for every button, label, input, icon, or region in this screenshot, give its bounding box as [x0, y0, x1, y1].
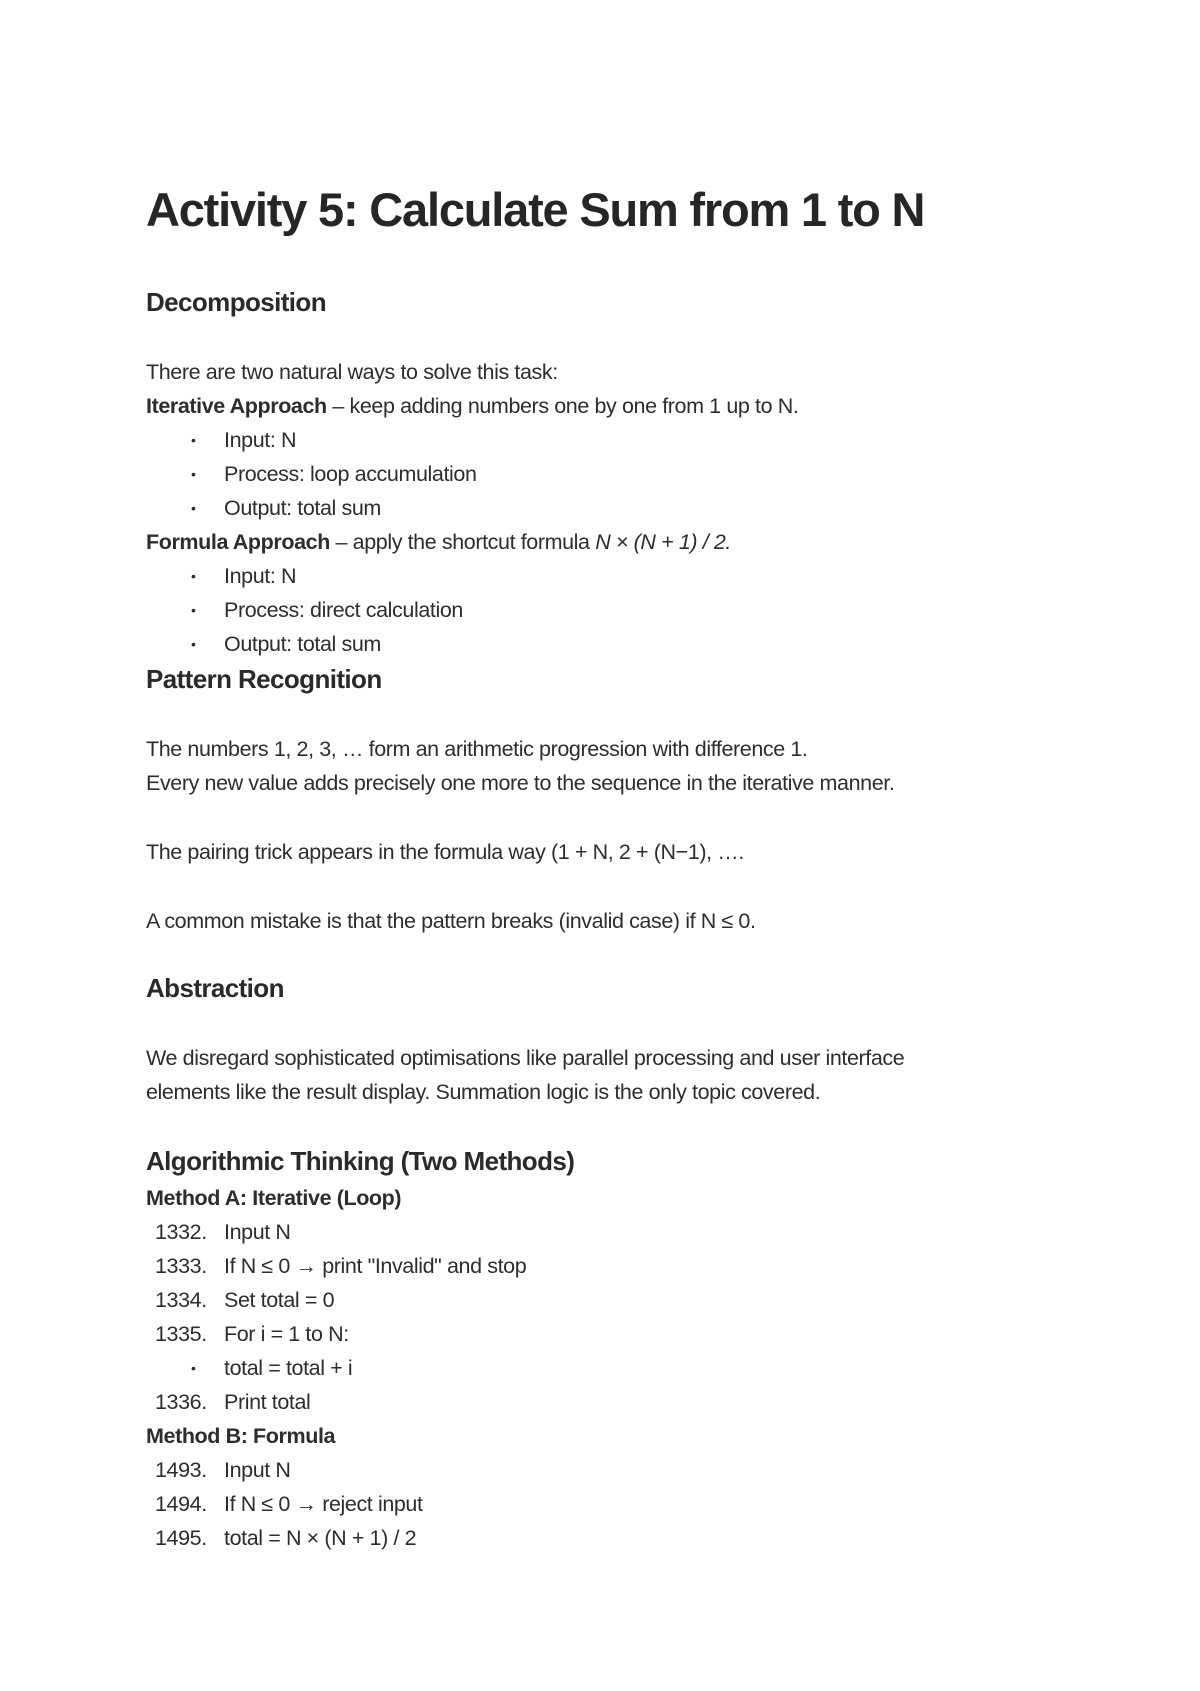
- abstraction-heading: Abstraction: [146, 973, 284, 1003]
- pattern-line: A common mistake is that the pattern breaks (invalid case) if N ≤ 0.: [146, 909, 756, 933]
- method-b-label: Method B: Formula: [146, 1424, 336, 1448]
- method-a-label: Method A: Iterative (Loop): [146, 1186, 402, 1210]
- pattern-recognition-heading: Pattern Recognition: [146, 664, 382, 694]
- formula-approach-text: – apply the shortcut formula: [329, 530, 596, 554]
- pattern-line: Every new value adds precisely one more to the sequence in the iterative manner.: [146, 771, 895, 795]
- iterative-approach-line: [146, 392, 798, 420]
- formula-expression: N × (N + 1) / 2.: [595, 530, 731, 554]
- pattern-line: The numbers 1, 2, 3, … form an arithmetic progression with difference 1.: [146, 737, 808, 761]
- bullet-icon: •: [191, 432, 196, 448]
- bullet-icon: •: [191, 636, 196, 652]
- formula-approach-line: [146, 528, 731, 556]
- iterative-approach-label: Iterative Approach: [146, 394, 327, 418]
- bullet-icon: •: [191, 568, 196, 584]
- page-title: Activity 5: Calculate Sum from 1 to N: [146, 183, 925, 236]
- bullet-icon: •: [191, 602, 196, 618]
- pattern-line: The pairing trick appears in the formula way (1 + N, 2 + (N−1), ….: [146, 840, 744, 864]
- abstraction-line: We disregard sophisticated optimisations like parallel processing and user interface: [146, 1046, 905, 1070]
- decomposition-heading: Decomposition: [146, 287, 326, 317]
- formula-approach-label: Formula Approach: [146, 530, 330, 554]
- bullet-icon: •: [191, 466, 196, 482]
- iterative-approach-text: – keep adding numbers one by one from 1 up to N.: [326, 394, 799, 418]
- algorithmic-thinking-heading: Algorithmic Thinking (Two Methods): [146, 1146, 575, 1176]
- abstraction-line: elements like the result display. Summation logic is the only topic covered.: [146, 1080, 821, 1104]
- bullet-icon: •: [191, 1360, 196, 1376]
- bullet-icon: •: [191, 500, 196, 516]
- decomposition-intro: There are two natural ways to solve this task:: [146, 360, 558, 384]
